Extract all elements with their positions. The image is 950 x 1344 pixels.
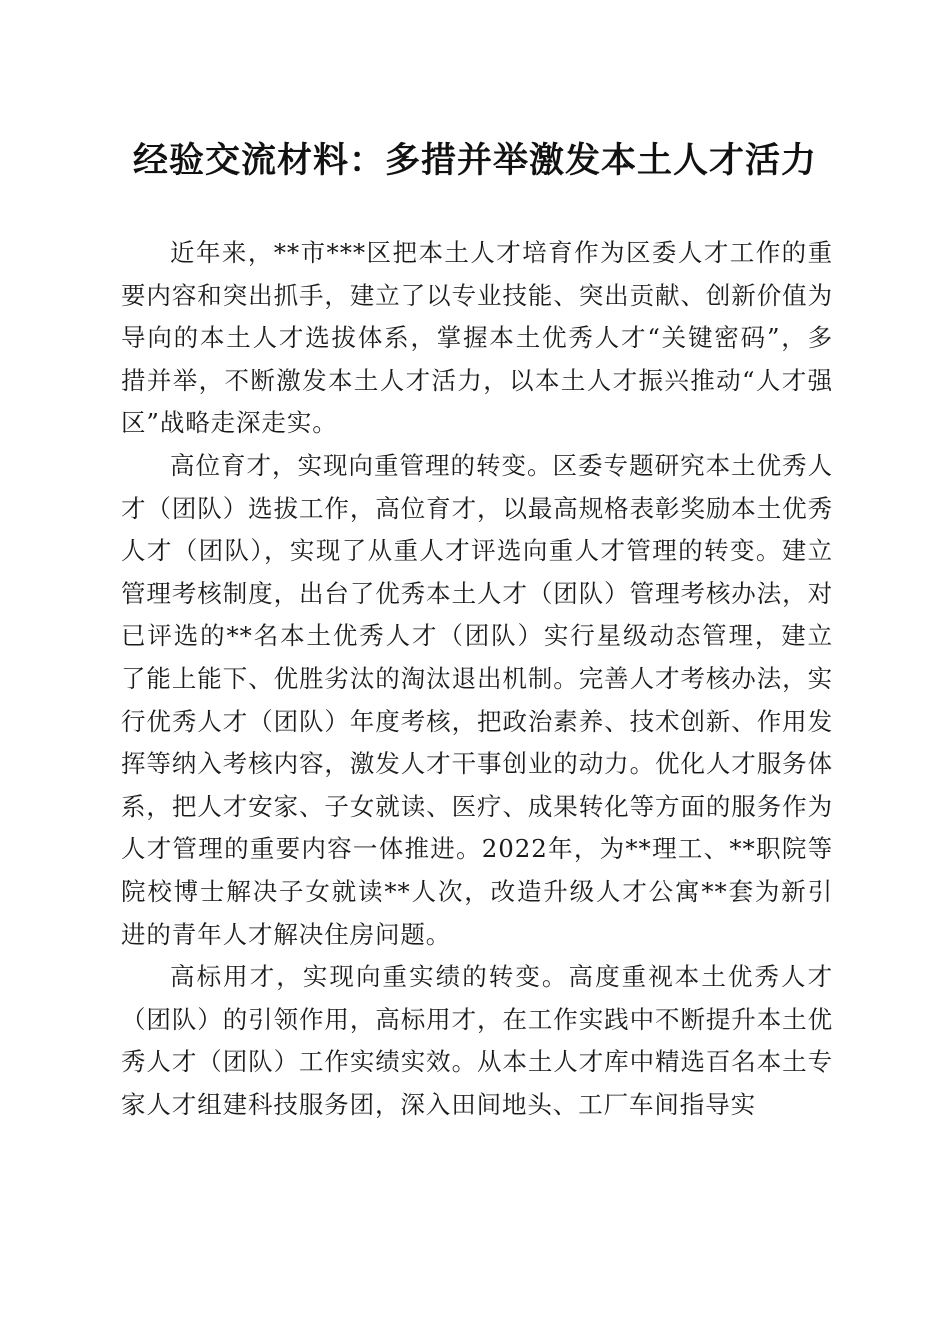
paragraph-intro: 近年来，**市***区把本土人才培育作为区委人才工作的重要内容和突出抓手，建立了以专业技能、突出贡献、创新价值为导向的本土人才选拔体系，掌握本土优秀人才“关键密码”，多措并举，不断激发本土人才活力，以本土人才振兴推动“人才强区”战略走深走实。 bbox=[121, 238, 833, 438]
paragraph-high-standard-use: 高标用才，实现向重实绩的转变。高度重视本土优秀人才（团队）的引领作用，高标用才，在工作实践中不断提升本土优秀人才（团队）工作实绩实效。从本土人才库中精选百名本土专家人才组建科技服务团，深入田间地头、工厂车间指导实 bbox=[121, 962, 833, 1119]
document-title: 经验交流材料：多措并举激发本土人才活力 bbox=[132, 140, 817, 181]
paragraph-high-position-cultivation: 高位育才，实现向重管理的转变。区委专题研究本土优秀人才（团队）选拔工作，高位育才，以最高规格表彰奖励本土优秀人才（团队），实现了从重人才评选向重人才管理的转变。建立管理考核制度，出台了优秀本土人才（团队）管理考核办法，对已评选的**名本土优秀人才（团队）实行星级动态管理，建立了能上能下、优胜劣汰的淘汰退出机制。完善人才考核办法，实行优秀人才（团队）年度考核，把政治素养、技术创新、作用发挥等纳入考核内容，激发人才干事创业的动力。优化人才服务体系，把人才安家、子女就读、医疗、成果转化等方面的服务作为人才管理的重要内容一体推进。2022年，为**理工、**职院等院校博士解决子女就读**人次，改造升级人才公寓**套为新引进的青年人才解决住房问题。 bbox=[121, 450, 833, 949]
document-body bbox=[121, 232, 833, 1126]
